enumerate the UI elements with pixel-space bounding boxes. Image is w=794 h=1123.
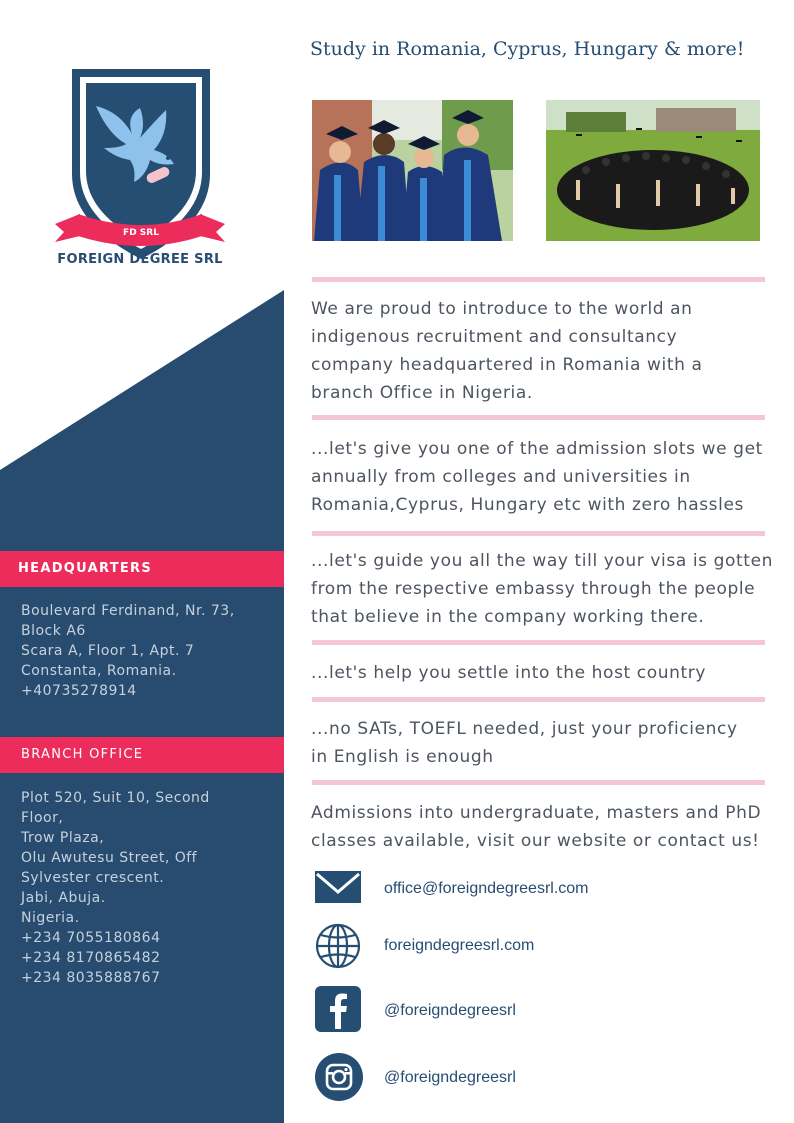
globe-icon (314, 922, 362, 970)
eagle-shield-logo-icon (50, 64, 230, 274)
section-divider (312, 697, 765, 702)
admissions-paragraph (311, 799, 766, 855)
address-line: Plot 520, Suit 10, Second (21, 790, 210, 806)
text-line: ...let's help you settle into the host country (311, 663, 707, 683)
text-line: that believe in the company working there. (311, 607, 705, 627)
graduates-group-photo (312, 100, 513, 241)
text-line: indigenous recruitment and consultancy (311, 327, 678, 347)
text-line: in English is enough (311, 747, 494, 767)
company-name: FOREIGN DEGREE SRL (57, 252, 223, 267)
text-line: branch Office in Nigeria. (311, 383, 533, 403)
address-line: Boulevard Ferdinand, Nr. 73, (21, 603, 235, 619)
envelope-icon (314, 866, 362, 906)
text-line: company headquartered in Romania with a (311, 355, 703, 375)
headquarters-address (21, 601, 271, 701)
address-line: Scara A, Floor 1, Apt. 7 (21, 643, 195, 659)
email-contact[interactable] (314, 866, 764, 916)
graduation-ceremony-photo (546, 100, 760, 241)
text-line: from the respective embassy through the people (311, 579, 756, 599)
phone-number[interactable]: +234 8170865482 (21, 950, 161, 966)
phone-number[interactable]: +234 8035888767 (21, 970, 161, 986)
branch-office-address (21, 788, 271, 988)
address-line: Olu Awutesu Street, Off (21, 850, 198, 866)
facebook-icon (314, 985, 362, 1033)
website-link[interactable]: foreigndegreesrl.com (384, 937, 535, 954)
address-line: Nigeria. (21, 910, 80, 926)
text-line: Admissions into undergraduate, masters and PhD (311, 803, 762, 823)
branch-office-heading: BRANCH OFFICE (0, 737, 284, 773)
text-line: ...let's give you one of the admission slots we get (311, 439, 763, 459)
text-line: ...no SATs, TOEFL needed, just your proficiency (311, 719, 738, 739)
address-line: Trow Plaza, (21, 830, 105, 846)
address-line: Constanta, Romania. (21, 663, 177, 679)
section-divider (312, 277, 765, 282)
address-line: Block A6 (21, 623, 86, 639)
address-line: Sylvester crescent. (21, 870, 165, 886)
page-tagline: Study in Romania, Cyprus, Hungary & more! (310, 38, 745, 60)
facebook-contact[interactable] (314, 985, 764, 1035)
facebook-handle[interactable]: @foreigndegreesrl (384, 1002, 516, 1019)
phone-number[interactable]: +40735278914 (21, 683, 137, 699)
section-divider (312, 531, 765, 536)
section-divider (312, 640, 765, 645)
phone-number[interactable]: +234 7055180864 (21, 930, 161, 946)
text-line: classes available, visit our website or contact us! (311, 831, 760, 851)
address-line: Jabi, Abuja. (21, 890, 106, 906)
instagram-handle[interactable]: @foreigndegreesrl (384, 1069, 516, 1086)
text-line: ...let's guide you all the way till your visa is gotten (311, 551, 774, 571)
visa-guidance-paragraph (311, 547, 774, 631)
section-divider (312, 780, 765, 785)
intro-paragraph (311, 295, 766, 407)
section-divider (312, 415, 765, 420)
svg-text:FD SRL: FD SRL (123, 228, 159, 238)
no-sats-paragraph (311, 715, 766, 771)
address-line: Floor, (21, 810, 64, 826)
instagram-icon (314, 1052, 364, 1102)
text-line: annually from colleges and universities in (311, 467, 691, 487)
admission-slots-paragraph (311, 435, 766, 519)
text-line: Romania,Cyprus, Hungary etc with zero hassles (311, 495, 744, 515)
text-line: We are proud to introduce to the world an (311, 299, 693, 319)
instagram-contact[interactable] (314, 1052, 764, 1102)
settle-paragraph (311, 659, 766, 687)
headquarters-heading: HEADQUARTERS (0, 551, 284, 587)
company-logo (50, 64, 230, 274)
email-link[interactable]: office@foreigndegreesrl.com (384, 880, 589, 897)
website-contact[interactable] (314, 922, 764, 972)
